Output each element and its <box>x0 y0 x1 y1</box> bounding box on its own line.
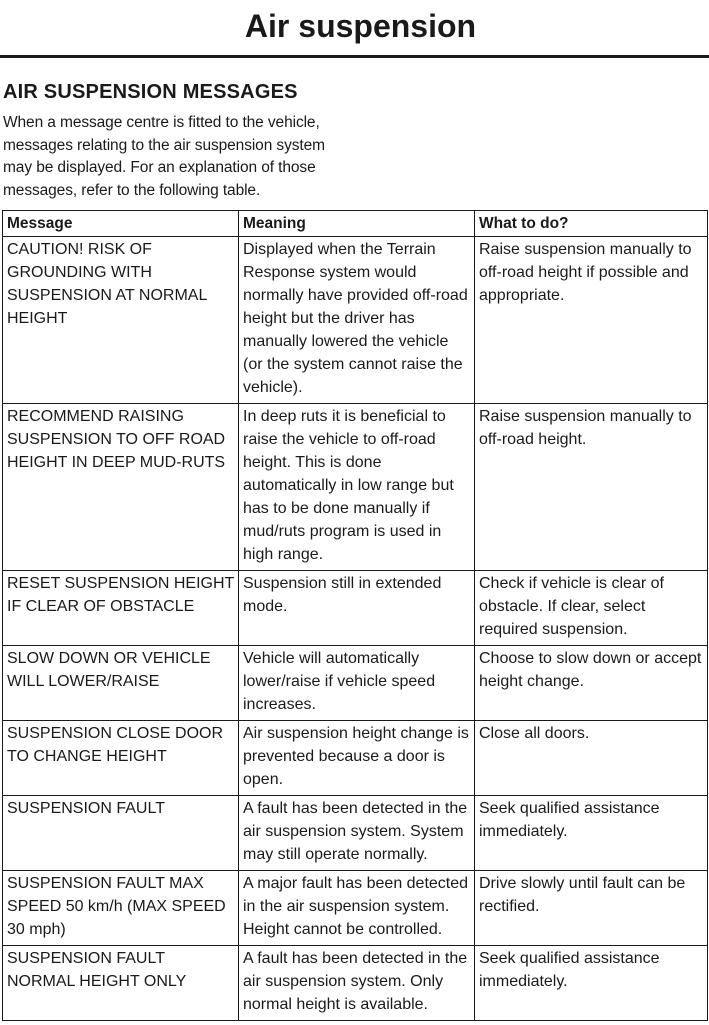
action-cell: Seek qualified assistance immediately. <box>475 946 708 1021</box>
intro-paragraph: When a message centre is fitted to the vehicle, messages relating to the air suspension system may be displayed. For an explanation of those messages, refer to the following table. <box>3 114 325 199</box>
meaning-cell: Vehicle will automatically lower/raise if vehicle speed increases. <box>239 646 475 721</box>
table-row <box>3 871 708 946</box>
action-cell: Raise suspension manually to off-road height if possible and appropriate. <box>475 237 708 404</box>
meaning-cell: Air suspension height change is prevented because a door is open. <box>239 721 475 796</box>
message-cell: SUSPENSION FAULT <box>3 796 239 871</box>
message-cell: SUSPENSION FAULT MAX SPEED 50 km/h (MAX SPEED 30 mph) <box>3 871 239 946</box>
title-divider <box>0 55 709 58</box>
action-cell: Choose to slow down or accept height change. <box>475 646 708 721</box>
table-row <box>3 237 708 404</box>
message-cell: RECOMMEND RAISING SUSPENSION TO OFF ROAD HEIGHT IN DEEP MUD-RUTS <box>3 404 239 571</box>
meaning-cell: Suspension still in extended mode. <box>239 571 475 646</box>
header-what-to-do: What to do? <box>475 211 708 237</box>
meaning-cell: A fault has been detected in the air suspension system. Only normal height is available. <box>239 946 475 1021</box>
messages-table <box>2 210 708 1021</box>
header-meaning: Meaning <box>239 211 475 237</box>
table-row <box>3 721 708 796</box>
action-cell: Drive slowly until fault can be rectified. <box>475 871 708 946</box>
page-title: Air suspension <box>244 8 477 44</box>
table-row <box>3 946 708 1021</box>
header-message: Message <box>3 211 239 237</box>
action-cell: Close all doors. <box>475 721 708 796</box>
meaning-cell: A fault has been detected in the air suspension system. System may still operate normally. <box>239 796 475 871</box>
action-cell: Seek qualified assistance immediately. <box>475 796 708 871</box>
message-cell: SLOW DOWN OR VEHICLE WILL LOWER/RAISE <box>3 646 239 721</box>
meaning-cell: In deep ruts it is beneficial to raise the vehicle to off-road height. This is done automatically in low range but has to be done manually if mud/ruts program is used in high range. <box>239 404 475 571</box>
message-cell: RESET SUSPENSION HEIGHT IF CLEAR OF OBSTACLE <box>3 571 239 646</box>
message-cell: CAUTION! RISK OF GROUNDING WITH SUSPENSION AT NORMAL HEIGHT <box>3 237 239 404</box>
meaning-cell: A major fault has been detected in the air suspension system. Height cannot be controlled. <box>239 871 475 946</box>
table-row <box>3 646 708 721</box>
message-cell: SUSPENSION CLOSE DOOR TO CHANGE HEIGHT <box>3 721 239 796</box>
table-row <box>3 571 708 646</box>
meaning-cell: Displayed when the Terrain Response system would normally have provided off-road height but the driver has manually lowered the vehicle (or the system cannot raise the vehicle). <box>239 237 475 404</box>
action-cell: Raise suspension manually to off-road height. <box>475 404 708 571</box>
action-cell: Check if vehicle is clear of obstacle. If clear, select required suspension. <box>475 571 708 646</box>
table-header-row <box>3 211 708 237</box>
table-row <box>3 404 708 571</box>
table-row <box>3 796 708 871</box>
message-cell: SUSPENSION FAULT NORMAL HEIGHT ONLY <box>3 946 239 1021</box>
section-heading: AIR SUSPENSION MESSAGES <box>3 81 298 103</box>
